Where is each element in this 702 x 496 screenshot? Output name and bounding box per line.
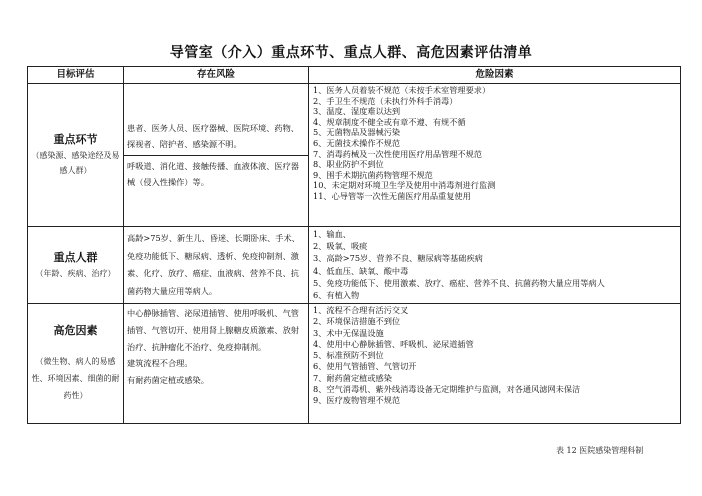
footer-note: 表 12 医院感染管理科制 xyxy=(556,446,644,455)
list-item: 1、输血、 xyxy=(313,229,351,239)
list-item: 3、高龄>75岁、营养不良、糖尿病等基础疾病 xyxy=(313,253,483,264)
header-risk: 存在风险 xyxy=(124,67,309,84)
list-item: 5、免疫功能低下、使用激素、放疗、癌症、营养不良、抗菌药物大量应用等病人 xyxy=(313,277,605,288)
header-danger: 危险因素 xyxy=(309,67,681,84)
list-item: 8、空气消毒机、紫外线消毒设备无定期维护与监测，对各通风滤网未保洁 xyxy=(313,384,581,395)
risk-cell-key-links xyxy=(124,84,309,227)
list-item: 6、有植入物 xyxy=(313,290,360,301)
list-item: 4、低血压、缺氧、酸中毒 xyxy=(313,265,409,276)
header-target: 目标评估 xyxy=(28,67,124,84)
table-row-high-risk xyxy=(28,304,681,424)
list-item: 10、未定期对环境卫生学及使用中消毒剂进行监测 xyxy=(313,180,496,191)
list-item: 1、医务人员着装不规范（未按手术室管理要求） xyxy=(313,85,491,95)
danger-cell-key-links xyxy=(309,84,681,227)
risk-text: 呼吸道、消化道、接触传播、血液体液、医疗器械（侵入性操作）等。 xyxy=(124,155,308,192)
danger-list xyxy=(309,304,680,407)
target-name: 重点人群 xyxy=(53,250,98,264)
risk-cell-high-risk xyxy=(124,304,309,424)
target-sub: （年龄、疾病、治疗） xyxy=(35,268,116,278)
list-item: 5、无菌物品及器械污染 xyxy=(313,127,401,138)
list-item: 9、医疗废物管理不规范 xyxy=(313,395,401,406)
risk-text: 建筑流程不合理。 xyxy=(127,358,193,369)
list-item: 7、耐药菌定植或感染 xyxy=(313,372,392,383)
risk-cell-key-population xyxy=(124,227,309,304)
target-sub: （微生物、病人的易感性、环境因素、细菌的耐药性） xyxy=(31,357,120,400)
list-item: 3、术中无保温设施 xyxy=(313,327,384,338)
list-item: 2、手卫生不规范（未执行外科手消毒） xyxy=(313,95,458,106)
danger-cell-high-risk xyxy=(309,304,681,424)
target-cell-high-risk xyxy=(28,304,124,424)
list-item: 6、无菌技术操作不规范 xyxy=(313,137,401,148)
target-sub: （感染源、感染途经及易感人群） xyxy=(31,151,120,175)
table-row-key-links xyxy=(28,84,681,227)
list-item: 2、吸氧、吸痰 xyxy=(313,241,368,252)
list-item: 6、使用气管插管、气管切开 xyxy=(313,361,417,372)
list-item: 7、消毒药械及一次性使用医疗用品管理不规范 xyxy=(313,148,482,159)
list-item: 1、流程不合理有活污交叉 xyxy=(313,305,409,315)
list-item: 5、标准预防不到位 xyxy=(313,350,384,361)
list-item: 2、环境保洁措施不到位 xyxy=(313,316,401,327)
target-name: 高危因素 xyxy=(53,324,98,337)
list-item: 4、规章制度不健全或有章不遵、有规不循 xyxy=(313,116,466,127)
target-cell-key-links xyxy=(28,84,124,227)
assessment-table xyxy=(27,66,681,424)
table-header-row xyxy=(28,67,681,84)
target-cell-key-population xyxy=(28,227,124,304)
table-row-key-population xyxy=(28,227,681,304)
list-item: 4、使用中心静脉插管、呼吸机、泌尿道插管 xyxy=(313,338,474,349)
list-item: 8、职业防护不到位 xyxy=(313,159,384,170)
target-name: 重点环节 xyxy=(53,133,98,146)
risk-text: 有耐药菌定植或感染。 xyxy=(127,375,209,386)
danger-list xyxy=(309,227,680,301)
danger-list xyxy=(309,84,680,202)
danger-cell-key-population xyxy=(309,227,681,304)
risk-text: 高龄>75岁、新生儿、昏迷、长期卧床、手术、免疫功能低下、糖尿病、透析、免疫抑制剂、激素、化疗、放疗、癌症、血液病、营养不良、抗菌药物大量应用等病人。 xyxy=(127,233,300,296)
list-item: 3、温度、湿度难以达到 xyxy=(313,106,401,117)
risk-text: 中心静脉插管、泌尿道插管、使用呼吸机、气管插管、气管切开、使用肾上腺糖皮质激素、放射治疗、抗肿瘤化不治疗、免疫抑制剂。 xyxy=(127,308,299,352)
page-title: 导管室（介入）重点环节、重点人群、高危因素评估清单 xyxy=(169,45,533,61)
risk-text: 患者、医务人员、医疗器械、医院环境、药物、探视者、陪护者、感染源不明。 xyxy=(127,123,299,150)
list-item: 9、围手术期抗菌药物管理不规范 xyxy=(313,169,433,180)
list-item: 11、心导管等一次性无菌医疗用品重复使用 xyxy=(313,190,471,201)
